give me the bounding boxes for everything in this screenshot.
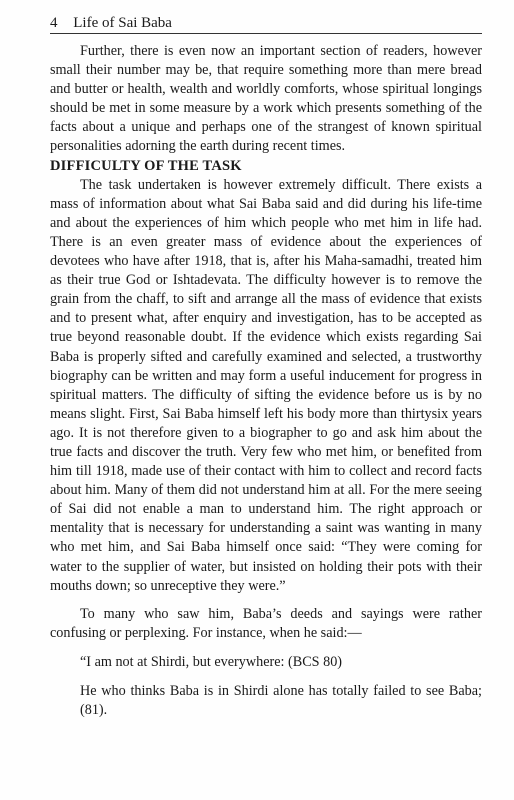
page-number: 4 <box>50 15 58 31</box>
paragraph-confusing: To many who saw him, Baba’s deeds and sayings were rather confusing or perplexing. For instance, when he said:— <box>50 605 482 641</box>
body-text <box>50 42 482 720</box>
paragraph-intro: Further, there is even now an important section of readers, however small their number may be, that require something more than mere bread and butter or health, wealth and worldly comforts, whose spiritual longings should be met in some measure by a work which presents something of the facts about a unique and perhaps one of the strangest of known spiritual personalities adorning the earth during recent times. <box>50 43 482 155</box>
paragraph-difficulty: The task undertaken is however extremely difficult. There exists a mass of information about what Sai Baba said and did during his life-time and about the experiences of him which people who met him in life had. There is an even greater mass of evidence about the experiences of devotees who have after 1918, that is, after his Maha-samadhi, treated him as their true God or Ishtadevata. The difficulty however is to remove the grain from the chaff, to sift and arrange all the mass of evidence that exists and to present what, after enquiry and investigation, has to be accepted as true beyond reasonable doubt. If the evidence which exists regarding Sai Baba is properly sifted and carefully examined and selected, a trustworthy biography can be written and may form a useful inducement for progress in spiritual matters. The difficulty of sifting the evidence before us is by no means slight. First, Sai Baba himself left his body more than thirtysix years ago. It is not therefore given to a biographer to go and ask him about the true facts and discover the truth. Very few who met him, or benefited from him till 1918, made use of their contact with him to collect and record facts about him. Many of them did not understand him at all. For the mere seeing of Sai did not enable a man to understand him. The right approach or mentality that is necessary for understanding a saint was wanting in many who met him, and Sai Baba himself once said: “They were coming for water to the supplier of water, but insisted on holding their pots with their mouths down; so unreceptive they were.” <box>50 176 482 594</box>
running-head-title: Life of Sai Baba <box>73 15 172 31</box>
quote-line-2: He who thinks Baba is in Shirdi alone has totally failed to see Baba; (81). <box>80 683 482 719</box>
quote-line-1: “I am not at Shirdi, but everywhere: (BCS 80) <box>80 653 343 670</box>
section-heading: DIFFICULTY OF THE TASK <box>50 157 242 174</box>
running-head <box>50 14 482 34</box>
